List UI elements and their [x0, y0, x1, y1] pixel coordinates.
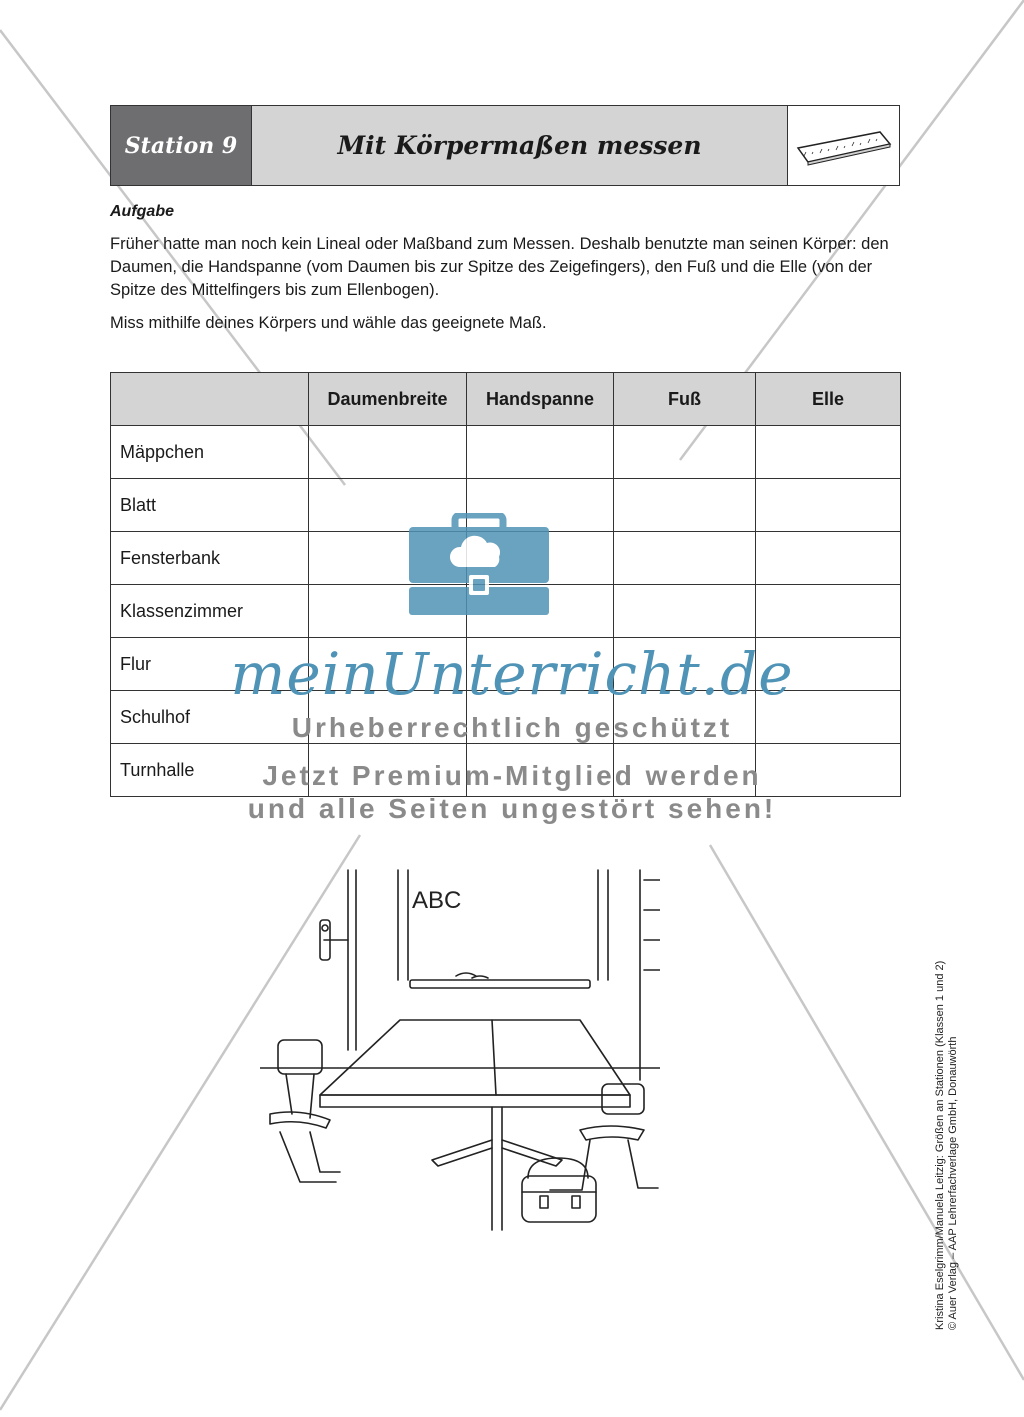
table-header-elle: Elle — [756, 373, 901, 426]
board-text: ABC — [412, 887, 462, 914]
copyright-credits — [934, 961, 960, 1330]
table-header-daumenbreite: Daumenbreite — [309, 373, 467, 426]
watermark-line-1: Urheberrechtlich geschützt — [291, 712, 733, 743]
answer-cell[interactable] — [467, 426, 614, 479]
row-label: Fensterbank — [111, 532, 309, 585]
row-label: Flur — [111, 638, 309, 691]
table-row — [111, 426, 901, 479]
answer-cell[interactable] — [309, 426, 467, 479]
credits-line-1: Kristina Eselgrimm/Manuela Leitzig: Größen an Stationen (Klassen 1 und 2) — [934, 960, 946, 1330]
row-label: Klassenzimmer — [111, 585, 309, 638]
credits-line-2: © Auer Verlag – AAP Lehrerfachverlage GmbH, Donauwörth — [947, 1036, 959, 1330]
answer-cell[interactable] — [756, 426, 901, 479]
classroom-drawing — [260, 840, 660, 1260]
table-header-row — [111, 373, 901, 426]
answer-cell[interactable] — [614, 532, 756, 585]
table-header-handspanne: Handspanne — [467, 373, 614, 426]
station-label: Station 9 — [111, 106, 252, 185]
answer-cell[interactable] — [614, 426, 756, 479]
page-title: Mit Körpermaßen messen — [252, 106, 788, 185]
row-label: Mäppchen — [111, 426, 309, 479]
watermark-line-2: Jetzt Premium-Mitglied werden — [262, 760, 762, 791]
answer-cell[interactable] — [614, 479, 756, 532]
row-label: Schulhof — [111, 691, 309, 744]
watermark-line-3: und alle Seiten ungestört sehen! — [247, 793, 777, 824]
table-header-empty — [111, 373, 309, 426]
ruler-icon — [794, 126, 894, 166]
task-text: Früher hatte man noch kein Lineal oder Maßband zum Messen. Deshalb benutzte man seinen Körper: den Daumen, die Handspanne (vom Daumen bis zur Spitze des Zeigefingers), den Fuß und die Elle (von der Spitze des Mittelfingers bis zum Ellenbogen). — [110, 235, 889, 299]
task-label: Aufgabe — [110, 203, 174, 220]
task-instruction: Miss mithilfe deines Körpers und wähle das geeignete Maß. — [110, 314, 547, 332]
row-label: Blatt — [111, 479, 309, 532]
watermark-brand: meinUnterricht.de — [230, 640, 794, 708]
classroom-illustration — [260, 840, 660, 1265]
answer-cell[interactable] — [756, 479, 901, 532]
watermark-briefcase-icon — [407, 513, 551, 617]
answer-cell[interactable] — [614, 585, 756, 638]
station-header — [110, 105, 900, 186]
answer-cell[interactable] — [756, 532, 901, 585]
table-header-fuss: Fuß — [614, 373, 756, 426]
answer-cell[interactable] — [756, 585, 901, 638]
row-label: Turnhalle — [111, 744, 309, 797]
ruler-icon-box — [788, 106, 899, 185]
